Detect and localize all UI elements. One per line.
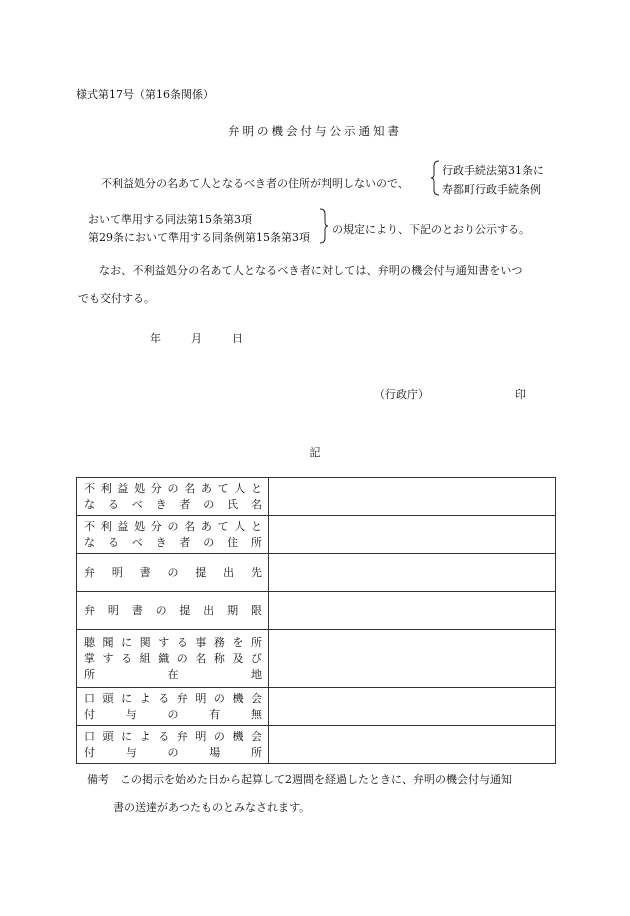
note-line1: 備考 この掲示を始めた日から起算して2週間を経過したときに、弁明の機会付与通知 [87, 773, 512, 786]
table-row [77, 630, 556, 688]
date-line [150, 330, 243, 346]
table-row [77, 554, 556, 592]
row-label-recipient-name: 不利益処分の名あて人と なるべき者の氏名 [77, 478, 269, 516]
table-row [77, 688, 556, 726]
alternative-b-line2: 第29条において準用する同条例第15条第3項 [88, 231, 310, 244]
agency-label: （行政庁） [374, 388, 429, 401]
seal-mark: 印 [515, 388, 526, 401]
alternative-a-line1: 行政手続法第31条に [442, 164, 544, 177]
row-value-organization[interactable] [269, 630, 556, 688]
paragraph1-lead: 不利益処分の名あて人となるべき者の住所が判明しないので、 [101, 177, 409, 190]
row-label-oral-location: 口頭による弁明の機会 付与の場所 [77, 726, 269, 764]
note-line2: 書の送達があつたものとみなされます。 [113, 801, 311, 814]
date-month: 月 [191, 332, 202, 345]
form-number: 様式第17号（第16条関係） [76, 88, 214, 101]
details-table [76, 477, 556, 764]
right-bracket-icon [318, 208, 328, 244]
paragraph1-tail: の規定により、下記のとおり公示する。 [332, 223, 530, 236]
alternative-a-line2: おいて準用する同法第15条第3項 [88, 213, 252, 226]
row-value-oral-location[interactable] [269, 726, 556, 764]
row-label-recipient-address: 不利益処分の名あて人と なるべき者の住所 [77, 516, 269, 554]
row-label-submission-destination: 弁明書の提出先 [77, 554, 269, 592]
table-row [77, 726, 556, 764]
paragraph2-line1: なお、不利益処分の名あて人となるべき者に対しては、弁明の機会付与通知書をいつ [99, 264, 523, 277]
row-label-submission-deadline: 弁明書の提出期限 [77, 592, 269, 630]
document-title: 弁明の機会付与公示通知書 [228, 124, 402, 138]
table-row [77, 516, 556, 554]
paragraph2-line2: でも交付する。 [78, 292, 155, 305]
ki-heading: 記 [309, 446, 321, 459]
table-row [77, 478, 556, 516]
date-year: 年 [150, 332, 161, 345]
left-bracket-icon [431, 160, 441, 196]
date-day: 日 [232, 332, 243, 345]
row-value-submission-destination[interactable] [269, 554, 556, 592]
row-value-oral-opportunity[interactable] [269, 688, 556, 726]
row-label-organization: 聴聞に関する事務を所 掌する組織の名称及び 所在地 [77, 630, 269, 688]
row-value-recipient-address[interactable] [269, 516, 556, 554]
table-row [77, 592, 556, 630]
row-value-submission-deadline[interactable] [269, 592, 556, 630]
row-value-recipient-name[interactable] [269, 478, 556, 516]
alternative-b-line1: 寿都町行政手続条例 [442, 183, 541, 196]
row-label-oral-opportunity: 口頭による弁明の機会 付与の有無 [77, 688, 269, 726]
